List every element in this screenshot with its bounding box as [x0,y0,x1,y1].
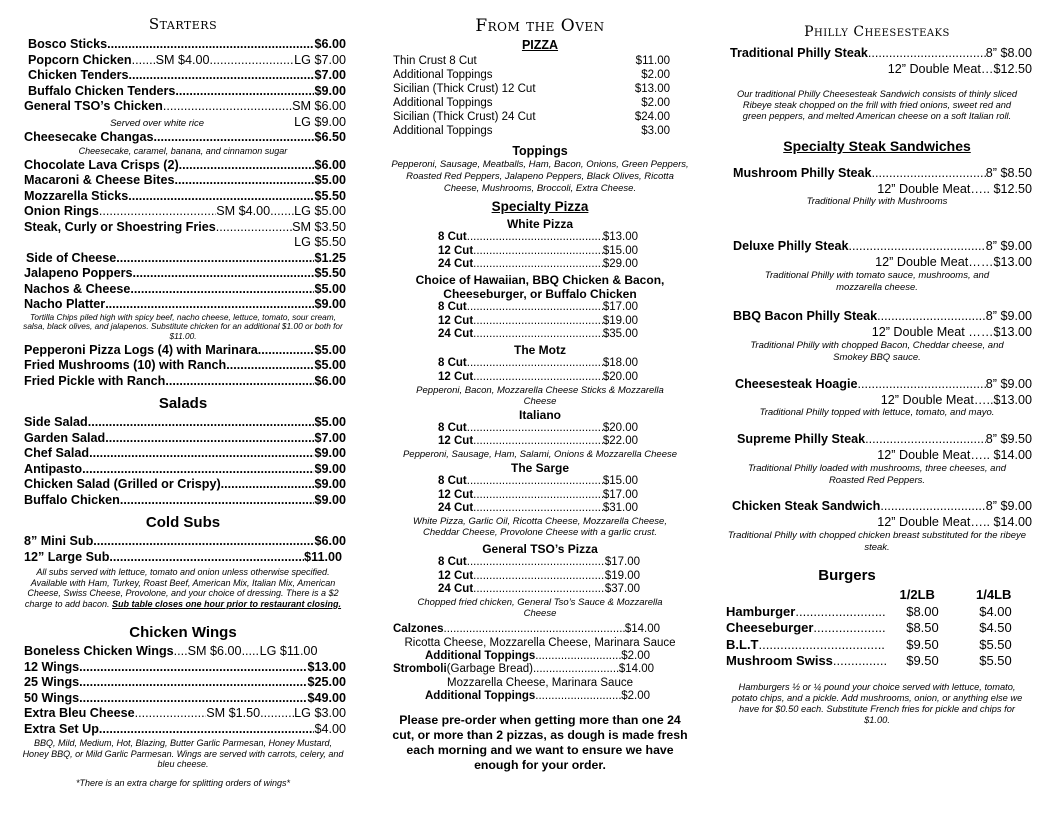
menu-item: Nachos & Cheese ..... $5.00 [20,282,346,298]
menu-item: Extra Set Up ..... $4.00 [20,722,346,738]
menu-item: 8 Cut ..... $17.00 [438,556,640,570]
stromboli-toppings [390,690,690,704]
item-description: Traditional Philly with tomato sauce, mushrooms, and mozzarella cheese. [764,270,990,293]
item-description: Traditional Philly topped with lettuce, tomato, and mayo. [759,407,995,418]
menu-item: Garden Salad ..... $7.00 [20,431,346,447]
menu-item: 8 Cut ..... $18.00 [438,357,638,371]
item-description: White Pizza, Garlic Oil, Ricotta Cheese, Mozzarella Cheese, Cheddar Cheese, Provolone Cheese with a garlic crust. [413,515,667,538]
menu-item: Cheesecake Changas ..... $6.50 [20,130,346,146]
menu-item: Jalapeno Poppers ..... $5.50 [20,266,346,282]
menu-item: Bosco Sticks ..... $6.00 [20,37,346,53]
specialty-pizza-name: Italiano [518,407,561,422]
philly-title: Philly Cheesesteaks [804,24,950,40]
menu-item: General TSO’s Chicken ..... SM $6.00 [20,99,346,115]
specialty-pizza-name: The Motz [514,343,566,358]
menu-item: 24 Cut ..... $35.00 [438,328,638,342]
menu-item: BBQ Bacon Philly Steak ..... 8” $9.00 [722,309,1032,325]
specialty-steak-title: Specialty Steak Sandwiches [783,138,971,154]
menu-item: B.L.T ..... $9.50 $5.50 [726,637,1032,654]
menu-item: 12 Cut ..... $19.00 [438,570,640,584]
item-description: Traditional Philly with chopped Bacon, Cheddar cheese, and Smokey BBQ sauce. [750,340,1004,363]
burgers-title: Burgers [818,567,876,584]
menu-item: 8 Cut ..... $15.00 [438,475,638,489]
menu-item-double: 12” Double Meat….. $12.50 [877,181,1032,196]
menu-item: Cheesesteak Hoagie ..... 8” $9.00 [722,377,1032,393]
menu-item: Additional Toppings $2.00 [393,97,670,109]
menu-item: Steak, Curly or Shoestring Fries ..... SM $3.50 [20,220,346,236]
menu-item: 12 Cut ..... $15.00 [438,245,638,259]
wings-split-note: *There is an extra charge for splitting orders of wings* [75,777,291,788]
menu-item: Extra Bleu Cheese ..... SM $1.50 ..... LG $3.00 [20,706,346,722]
menu-item: Thin Crust 8 Cut $11.00 [393,55,670,67]
menu-item: 12” Large Sub ..... $11.00 [20,550,346,566]
menu-item: Chicken Tenders ..... $7.00 [20,68,346,84]
item-description: Traditional Philly with Mushrooms [806,196,948,207]
menu-item: Chicken Salad (Grilled or Crispy) ..... $9.00 [20,477,346,493]
menu-item: Cheeseburger ..... $8.50 $4.50 [726,620,1032,637]
pizza-sizes [390,422,690,449]
specialty-pizza-name: White Pizza [506,217,573,231]
menu-item: 8 Cut ..... $20.00 [438,422,638,436]
menu-item: 24 Cut ..... $29.00 [438,258,638,272]
menu-item-price: LG $5.50 [294,235,346,249]
specialty-pizza-title: Specialty Pizza [491,199,589,214]
pizza-sizes [390,357,690,384]
specialty-pizza-name: Choice of Hawaiian, BBQ Chicken & Bacon, Cheeseburger, or Buffalo Chicken [415,273,665,302]
pizza-sizes [390,556,690,597]
toppings-list: Pepperoni, Sausage, Meatballs, Ham, Bacon, Onions, Green Peppers, Roasted Red Peppers, Jalapeno Peppers, Black Olives, Ricotta Cheese, Mushrooms, Broccoli, Extra Cheese. [391,159,689,194]
stromboli-row [390,663,690,677]
menu-item-double: 12” Double Meat…..$13.00 [880,392,1032,407]
menu-item: 8 Cut ..... $13.00 [438,231,638,245]
menu-item: Chef Salad ..... $9.00 [20,446,346,462]
menu-item: 12 Wings ..... $13.00 [20,660,346,676]
menu-item: Traditional Philly Steak ..... 8” $8.00 [722,46,1032,62]
menu-item: 12 Cut ..... $19.00 [438,315,638,329]
menu-item: 12 Cut ..... $17.00 [438,489,638,503]
menu-item-double: 12” Double Meat ……$13.00 [871,324,1032,339]
menu-item: Buffalo Chicken ..... $9.00 [20,493,346,509]
menu-item: Stromboli (Garbage Bread) ..... $14.00 [393,663,654,677]
item-description: Ricotta Cheese, Mozzarella Cheese, Marinara Sauce [404,636,676,649]
menu-item: 8 Cut ..... $17.00 [438,301,638,315]
menu-item: Antipasto ..... $9.00 [20,462,346,478]
item-description: Pepperoni, Sausage, Ham, Salami, Onions & Mozzarella Cheese [402,448,678,460]
menu-item: Onion Rings ..... SM $4.00 ..... LG $5.00 [20,204,346,220]
menu-item: Supreme Philly Steak ..... 8” $9.50 [722,432,1032,448]
menu-item: Mushroom Philly Steak ..... 8” $8.50 [722,166,1032,182]
burger-header: 1/2LB 1/4LB [899,587,1012,602]
menu-item: Additional Toppings ..... $2.00 [425,690,650,704]
menu-item: Hamburger ..... $8.00 $4.00 [726,604,1032,621]
menu-item: Additional Toppings $2.00 [393,69,670,81]
menu-item-double: 12” Double Meat…$12.50 [887,61,1032,76]
menu-item: Popcorn Chicken ..... SM $4.00 ..... LG $7.00 [20,53,346,69]
menu-item: Side Salad ..... $5.00 [20,415,346,431]
menu-item: Calzones ..... $14.00 [393,623,660,637]
menu-item-note: Served over white rice LG $9.00 [110,114,346,129]
item-description: Pepperoni, Bacon, Mozzarella Cheese Sticks & Mozzarella Cheese [416,384,664,407]
item-description: Traditional Philly with chopped chicken breast substituted for the ribeye steak. [727,530,1027,553]
pizza-sizes [390,231,690,272]
wings-description: BBQ, Mild, Medium, Hot, Blazing, Butter Garlic Parmesan, Honey Mustard, Honey BBQ, or Mild Garlic Parmesan. Wings are served with carrots, celery, and bleu cheese. [22,738,344,769]
column-left [20,0,346,788]
menu-item: 25 Wings ..... $25.00 [20,675,346,691]
toppings-title: Toppings [512,144,568,158]
calzone-toppings [390,650,690,664]
specialty-pizza-name: The Sarge [510,460,570,475]
oven-title: From the Oven [475,16,605,36]
column-right [722,0,1032,726]
column-middle [390,0,690,773]
burgers-description: Hamburgers ½ or ¼ pound your choice served with lettuce, tomato, potato chips, and a pickle. Add mushrooms, onion, or anything else we have for $0.50 each. Substitute French fries for pickle and chips for $1.00. [731,681,1023,725]
cold-subs-title: Cold Subs [145,514,221,531]
calzone-row [390,623,690,637]
menu-item: 12 Cut ..... $20.00 [438,371,638,385]
menu-item: Fried Mushrooms (10) with Ranch ..... $5.00 [20,358,346,374]
menu-item: Additional Toppings $3.00 [393,125,670,137]
menu-item: Sicilian (Thick Crust) 12 Cut $13.00 [393,83,670,95]
menu-item: Macaroni & Cheese Bites ..... $5.00 [20,173,346,189]
menu-item: 24 Cut ..... $31.00 [438,502,638,516]
menu-item-double: 12” Double Meat……$13.00 [875,254,1032,269]
menu-item-double: 12” Double Meat….. $14.00 [877,447,1032,462]
item-description: Tortilla Chips piled high with spicy beef, nacho cheese, lettuce, tomato, sour cream, salsa, black olives, and jalapenos. Substitute chicken for an additional $1.00 or both for $11.00. [23,311,343,341]
menu-item: Nacho Platter ..... $9.00 [20,297,346,313]
menu-item: Additional Toppings ..... $2.00 [425,650,650,664]
menu-item: 12 Cut ..... $22.00 [438,435,638,449]
pizza-title: PIZZA [521,38,559,52]
menu-item: Mozzarella Sticks ..... $5.50 [20,189,346,205]
item-description: Chopped fried chicken, General Tso’s Sauce & Mozzarella Cheese [417,597,663,619]
starters-title: Starters [148,15,218,33]
menu-item: Chocolate Lava Crisps (2) ..... $6.00 [20,158,346,174]
pizza-sizes [390,475,690,516]
menu-item-double: 12” Double Meat….. $14.00 [877,514,1032,529]
traditional-description: Our traditional Philly Cheesesteak Sandwich consists of thinly sliced Ribeye steak chopped on the frill with fried onions, sweet red and green peppers, and melted American cheese on a soft Italian roll. [736,89,1018,121]
subs-description: All subs served with lettuce, tomato and onion unless otherwise specified. Available with Ham, Turkey, Roast Beef, American Mix, Italian Mix, American Cheese, Swiss Cheese, Provolone, and your choice of dressing. There is a $2 charge to add bacon. Sub table closes one hour prior to restaurant closing. [24,567,342,609]
menu-item: Fried Pickle with Ranch ..... $6.00 [20,374,346,390]
item-description: Mozzarella Cheese, Marinara Sauce [446,677,633,690]
menu-item: Boneless Chicken Wings ..... SM $6.00 ..... LG $11.00 [20,644,346,660]
menu-item: Deluxe Philly Steak ..... 8” $9.00 [722,239,1032,255]
item-description: Cheesecake, caramel, banana, and cinnamon sugar [78,145,288,156]
menu-item: Sicilian (Thick Crust) 24 Cut $24.00 [393,111,670,123]
menu-item: Buffalo Chicken Tenders ..... $9.00 [20,84,346,100]
pizza-sizes [390,301,690,342]
menu-item: 8” Mini Sub ..... $6.00 [20,534,346,550]
wings-title: Chicken Wings [129,624,237,641]
specialty-pizza-name: General TSO’s Pizza [482,541,598,556]
menu-item: 50 Wings ..... $49.00 [20,691,346,707]
item-description: Traditional Philly loaded with mushrooms, three cheeses, and Roasted Red Peppers. [747,463,1007,486]
menu-item: Chicken Steak Sandwich ..... 8” $9.00 [722,499,1032,515]
menu-item: Side of Cheese ..... $1.25 [20,251,346,267]
salads-title: Salads [158,395,208,412]
menu-item: 24 Cut ..... $37.00 [438,583,640,597]
menu-item: Mushroom Swiss ..... $9.50 $5.50 [726,653,1032,670]
menu-item: Pepperoni Pizza Logs (4) with Marinara ..... $5.00 [20,343,346,359]
preorder-notice: Please pre-order when getting more than one 24 cut, or more than 2 pizzas, as dough is made fresh each morning and we want to ensure we have enough for your order. [392,712,688,772]
pizza-price-list [390,54,690,138]
